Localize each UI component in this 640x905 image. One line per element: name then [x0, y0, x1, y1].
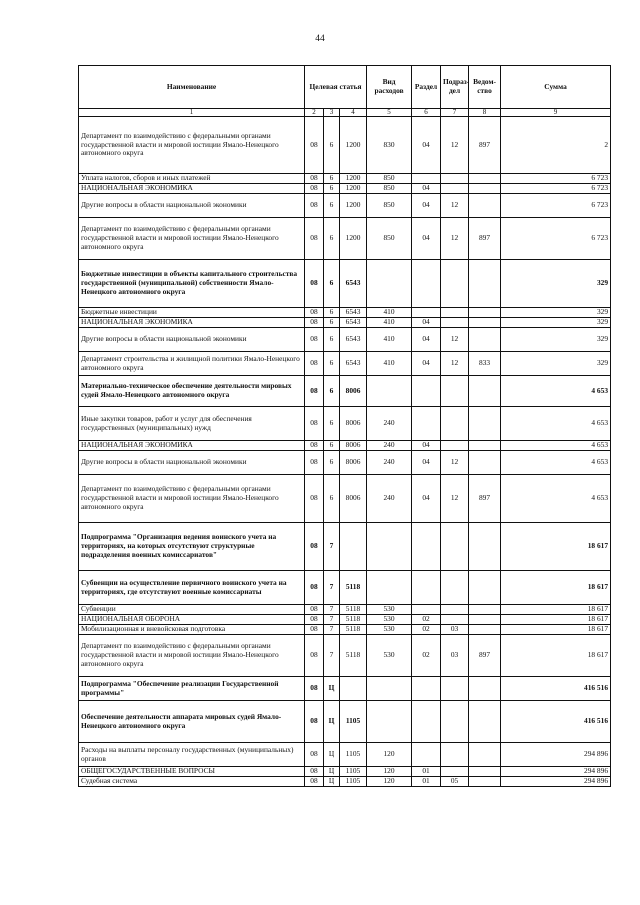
row-name: НАЦИОНАЛЬНАЯ ОБОРОНА: [79, 615, 305, 625]
row-name: Департамент строительства и жилищной политики Ямало-Ненецкого автономного округа: [79, 352, 305, 376]
row-vid: [367, 376, 412, 407]
column-number: 1: [79, 109, 305, 117]
row-vedomstvo: [469, 571, 501, 605]
table-row: [79, 701, 611, 743]
row-name: Иные закупки товаров, работ и услуг для обеспечения государственных (муниципальных) нужд: [79, 407, 305, 441]
row-vid: 850: [367, 218, 412, 260]
row-razdel: [412, 677, 441, 701]
row-vedomstvo: [469, 605, 501, 615]
row-sum: 4 653: [501, 475, 611, 523]
row-podrazdel: [441, 184, 469, 194]
row-podrazdel: 12: [441, 194, 469, 218]
table-row: [79, 117, 611, 174]
table-row: [79, 571, 611, 605]
row-target-subprogram: 7: [324, 625, 340, 635]
row-sum: 329: [501, 308, 611, 318]
row-podrazdel: [441, 701, 469, 743]
row-target-item: 1105: [340, 767, 367, 777]
row-vedomstvo: [469, 318, 501, 328]
row-target-program: 08: [305, 407, 324, 441]
row-target-subprogram: Ц: [324, 777, 340, 787]
row-target-program: 08: [305, 767, 324, 777]
row-name: Субвенции: [79, 605, 305, 615]
table-row: [79, 625, 611, 635]
row-name: Материально-техническое обеспечение деятельности мировых судей Ямало-Ненецкого автономного округа: [79, 376, 305, 407]
row-razdel: 04: [412, 184, 441, 194]
row-sum: 329: [501, 260, 611, 308]
row-target-subprogram: 6: [324, 184, 340, 194]
row-target-subprogram: 6: [324, 451, 340, 475]
row-razdel: [412, 605, 441, 615]
row-target-program: 08: [305, 318, 324, 328]
row-vedomstvo: [469, 441, 501, 451]
row-vid: 240: [367, 475, 412, 523]
row-vid: [367, 701, 412, 743]
row-razdel: [412, 701, 441, 743]
table-row: [79, 194, 611, 218]
row-vid: 120: [367, 767, 412, 777]
row-target-subprogram: 6: [324, 117, 340, 174]
row-target-item: 5118: [340, 625, 367, 635]
row-vedomstvo: 833: [469, 352, 501, 376]
row-vedomstvo: [469, 677, 501, 701]
row-target-subprogram: Ц: [324, 701, 340, 743]
row-sum: 294 896: [501, 767, 611, 777]
table-row: [79, 328, 611, 352]
table-row: [79, 605, 611, 615]
row-target-item: 8006: [340, 376, 367, 407]
table-row: [79, 407, 611, 441]
column-number: 5: [367, 109, 412, 117]
row-target-program: 08: [305, 117, 324, 174]
row-vedomstvo: [469, 184, 501, 194]
row-target-program: 08: [305, 743, 324, 767]
row-razdel: 04: [412, 117, 441, 174]
header-name: Наименование: [79, 66, 305, 109]
row-sum: 329: [501, 328, 611, 352]
row-sum: 4 653: [501, 451, 611, 475]
row-razdel: [412, 260, 441, 308]
row-podrazdel: 12: [441, 328, 469, 352]
row-name: Расходы на выплаты персоналу государственных (муниципальных) органов: [79, 743, 305, 767]
row-vedomstvo: [469, 615, 501, 625]
header-podrazdel: Подраз-дел: [441, 66, 469, 109]
table-row: [79, 376, 611, 407]
row-sum: 6 723: [501, 174, 611, 184]
row-sum: 18 617: [501, 615, 611, 625]
row-vedomstvo: 897: [469, 117, 501, 174]
row-podrazdel: [441, 523, 469, 571]
row-razdel: 01: [412, 767, 441, 777]
column-number: 6: [412, 109, 441, 117]
row-target-item: 1105: [340, 743, 367, 767]
table-row: [79, 743, 611, 767]
row-vid: [367, 677, 412, 701]
row-target-program: 08: [305, 777, 324, 787]
row-vid: 410: [367, 318, 412, 328]
row-razdel: 04: [412, 451, 441, 475]
row-sum: 6 723: [501, 194, 611, 218]
row-target-subprogram: 7: [324, 605, 340, 615]
row-vid: [367, 260, 412, 308]
row-vedomstvo: 897: [469, 475, 501, 523]
row-razdel: [412, 571, 441, 605]
header-vedomstvo: Ведом-ство: [469, 66, 501, 109]
row-target-item: 8006: [340, 451, 367, 475]
row-target-subprogram: Ц: [324, 677, 340, 701]
row-vedomstvo: [469, 451, 501, 475]
row-target-program: 08: [305, 475, 324, 523]
row-sum: 416 516: [501, 701, 611, 743]
row-target-program: 08: [305, 571, 324, 605]
row-vedomstvo: [469, 743, 501, 767]
table-row: [79, 777, 611, 787]
row-vid: 120: [367, 743, 412, 767]
table-row: [79, 635, 611, 677]
row-target-subprogram: 6: [324, 174, 340, 184]
row-sum: 2: [501, 117, 611, 174]
row-sum: 18 617: [501, 523, 611, 571]
row-podrazdel: [441, 318, 469, 328]
row-target-subprogram: 6: [324, 407, 340, 441]
row-target-subprogram: 6: [324, 260, 340, 308]
row-podrazdel: 03: [441, 625, 469, 635]
table-row: [79, 523, 611, 571]
header-razdel: Раздел: [412, 66, 441, 109]
row-vid: 120: [367, 777, 412, 787]
row-target-item: 5118: [340, 571, 367, 605]
row-name: Судебная система: [79, 777, 305, 787]
row-podrazdel: [441, 174, 469, 184]
row-target-item: 1105: [340, 701, 367, 743]
column-number: 9: [501, 109, 611, 117]
row-podrazdel: [441, 260, 469, 308]
column-number: 3: [324, 109, 340, 117]
row-vid: 240: [367, 441, 412, 451]
row-target-item: 1200: [340, 117, 367, 174]
table-row: [79, 767, 611, 777]
row-podrazdel: 05: [441, 777, 469, 787]
row-razdel: 02: [412, 615, 441, 625]
row-target-program: 08: [305, 194, 324, 218]
row-target-item: [340, 523, 367, 571]
row-sum: 4 653: [501, 441, 611, 451]
row-sum: 416 516: [501, 677, 611, 701]
row-target-item: 5118: [340, 615, 367, 625]
row-name: Другие вопросы в области национальной экономики: [79, 328, 305, 352]
row-target-subprogram: Ц: [324, 767, 340, 777]
row-podrazdel: [441, 743, 469, 767]
row-name: НАЦИОНАЛЬНАЯ ЭКОНОМИКА: [79, 318, 305, 328]
row-sum: 329: [501, 352, 611, 376]
row-name: Другие вопросы в области национальной экономики: [79, 451, 305, 475]
row-target-program: 08: [305, 605, 324, 615]
row-podrazdel: [441, 767, 469, 777]
table-row: [79, 441, 611, 451]
row-name: Бюджетные инвестиции в объекты капитального строительства государственной (муниципальной) собственности Ямало-Ненецкого автономного округа: [79, 260, 305, 308]
row-razdel: 01: [412, 777, 441, 787]
row-podrazdel: 12: [441, 218, 469, 260]
row-target-program: 08: [305, 174, 324, 184]
row-vid: 530: [367, 635, 412, 677]
row-target-subprogram: 6: [324, 308, 340, 318]
table-row: [79, 308, 611, 318]
row-razdel: 04: [412, 352, 441, 376]
row-target-program: 08: [305, 615, 324, 625]
row-target-program: 08: [305, 625, 324, 635]
row-razdel: [412, 174, 441, 184]
row-target-program: 08: [305, 218, 324, 260]
row-vid: [367, 523, 412, 571]
header-summa: Сумма: [501, 66, 611, 109]
row-target-program: 08: [305, 523, 324, 571]
row-podrazdel: 12: [441, 451, 469, 475]
row-target-subprogram: 6: [324, 218, 340, 260]
row-sum: 18 617: [501, 605, 611, 615]
column-number: 4: [340, 109, 367, 117]
row-target-program: 08: [305, 635, 324, 677]
row-vid: 850: [367, 174, 412, 184]
row-vedomstvo: [469, 523, 501, 571]
row-name: Бюджетные инвестиции: [79, 308, 305, 318]
table-row: [79, 318, 611, 328]
row-name: Мобилизационная и вневойсковая подготовка: [79, 625, 305, 635]
row-razdel: [412, 523, 441, 571]
table-row: [79, 218, 611, 260]
row-target-subprogram: 6: [324, 441, 340, 451]
row-vedomstvo: [469, 174, 501, 184]
row-target-subprogram: 6: [324, 318, 340, 328]
row-target-program: 08: [305, 308, 324, 318]
row-target-program: 08: [305, 701, 324, 743]
row-vid: 410: [367, 352, 412, 376]
column-number: 7: [441, 109, 469, 117]
row-target-subprogram: Ц: [324, 743, 340, 767]
row-name: НАЦИОНАЛЬНАЯ ЭКОНОМИКА: [79, 441, 305, 451]
row-target-item: 5118: [340, 635, 367, 677]
row-sum: 294 896: [501, 777, 611, 787]
row-razdel: 02: [412, 635, 441, 677]
row-target-item: 5118: [340, 605, 367, 615]
row-target-item: 8006: [340, 407, 367, 441]
row-razdel: [412, 308, 441, 318]
row-target-item: 1105: [340, 777, 367, 787]
row-target-item: 6543: [340, 318, 367, 328]
row-vedomstvo: [469, 308, 501, 318]
row-target-subprogram: 6: [324, 328, 340, 352]
row-name: Подпрограмма "Обеспечение реализации Государственной программы": [79, 677, 305, 701]
row-podrazdel: [441, 308, 469, 318]
table-row: [79, 174, 611, 184]
row-target-subprogram: 7: [324, 615, 340, 625]
row-podrazdel: 12: [441, 475, 469, 523]
row-vedomstvo: [469, 328, 501, 352]
row-target-item: [340, 677, 367, 701]
row-vedomstvo: [469, 767, 501, 777]
row-name: Департамент по взаимодействию с федеральными органами государственной власти и мировой юстиции Ямало-Ненецкого автономного округа: [79, 475, 305, 523]
row-name: НАЦИОНАЛЬНАЯ ЭКОНОМИКА: [79, 184, 305, 194]
row-vid: 530: [367, 605, 412, 615]
row-podrazdel: [441, 571, 469, 605]
table-row: [79, 677, 611, 701]
row-target-program: 08: [305, 677, 324, 701]
row-vid: 530: [367, 615, 412, 625]
column-number-row: [79, 109, 611, 117]
row-vedomstvo: [469, 625, 501, 635]
row-name: Уплата налогов, сборов и иных платежей: [79, 174, 305, 184]
row-podrazdel: 12: [441, 352, 469, 376]
row-podrazdel: [441, 605, 469, 615]
row-target-item: 6543: [340, 352, 367, 376]
table-row: [79, 615, 611, 625]
row-sum: 6 723: [501, 184, 611, 194]
row-target-item: 1200: [340, 174, 367, 184]
row-vedomstvo: 897: [469, 218, 501, 260]
row-target-item: 6543: [340, 328, 367, 352]
row-razdel: 04: [412, 194, 441, 218]
row-target-program: 08: [305, 376, 324, 407]
row-target-program: 08: [305, 184, 324, 194]
row-target-subprogram: 6: [324, 376, 340, 407]
row-vid: [367, 571, 412, 605]
row-podrazdel: [441, 441, 469, 451]
row-sum: 329: [501, 318, 611, 328]
table-row: [79, 352, 611, 376]
table-row: [79, 475, 611, 523]
row-razdel: 04: [412, 318, 441, 328]
row-vedomstvo: [469, 701, 501, 743]
row-name: Субвенции на осуществление первичного воинского учета на территориях, где отсутствуют военные комиссариаты: [79, 571, 305, 605]
row-razdel: 02: [412, 625, 441, 635]
row-vid: 410: [367, 308, 412, 318]
row-vid: 530: [367, 625, 412, 635]
row-podrazdel: 03: [441, 635, 469, 677]
row-podrazdel: [441, 677, 469, 701]
header-vid: Вид расходов: [367, 66, 412, 109]
row-vid: 830: [367, 117, 412, 174]
row-podrazdel: [441, 376, 469, 407]
row-podrazdel: [441, 407, 469, 441]
row-vedomstvo: [469, 260, 501, 308]
row-target-subprogram: 6: [324, 475, 340, 523]
column-number: 2: [305, 109, 324, 117]
budget-table: [78, 65, 611, 787]
row-sum: 18 617: [501, 635, 611, 677]
column-number: 8: [469, 109, 501, 117]
row-vedomstvo: [469, 376, 501, 407]
table-row: [79, 260, 611, 308]
row-target-item: 6543: [340, 308, 367, 318]
row-target-subprogram: 7: [324, 571, 340, 605]
row-vid: 410: [367, 328, 412, 352]
row-name: Департамент по взаимодействию с федеральными органами государственной власти и мировой юстиции Ямало-Ненецкого автономного округа: [79, 635, 305, 677]
row-vedomstvo: 897: [469, 635, 501, 677]
row-podrazdel: [441, 615, 469, 625]
row-target-subprogram: 7: [324, 523, 340, 571]
row-sum: 4 653: [501, 376, 611, 407]
row-target-program: 08: [305, 451, 324, 475]
row-name: Департамент по взаимодействию с федеральными органами государственной власти и мировой юстиции Ямало-Ненецкого автономного округа: [79, 117, 305, 174]
row-target-item: 6543: [340, 260, 367, 308]
row-vid: 240: [367, 451, 412, 475]
table-row: [79, 451, 611, 475]
row-sum: 18 617: [501, 571, 611, 605]
row-vid: 850: [367, 184, 412, 194]
row-sum: 6 723: [501, 218, 611, 260]
row-target-subprogram: 6: [324, 194, 340, 218]
row-sum: 4 653: [501, 407, 611, 441]
row-target-program: 08: [305, 328, 324, 352]
row-razdel: [412, 743, 441, 767]
row-target-program: 08: [305, 260, 324, 308]
row-vedomstvo: [469, 407, 501, 441]
header-target: Целевая статья: [305, 66, 367, 109]
row-target-item: 1200: [340, 184, 367, 194]
row-name: Обеспечение деятельности аппарата мировых судей Ямало-Ненецкого автономного округа: [79, 701, 305, 743]
row-razdel: [412, 376, 441, 407]
row-razdel: [412, 407, 441, 441]
row-razdel: 04: [412, 218, 441, 260]
row-name: ОБЩЕГОСУДАРСТВЕННЫЕ ВОПРОСЫ: [79, 767, 305, 777]
row-sum: 18 617: [501, 625, 611, 635]
row-razdel: 04: [412, 328, 441, 352]
row-razdel: 04: [412, 441, 441, 451]
row-target-subprogram: 6: [324, 352, 340, 376]
row-target-item: 1200: [340, 194, 367, 218]
row-vedomstvo: [469, 777, 501, 787]
row-target-item: 8006: [340, 475, 367, 523]
table-row: [79, 184, 611, 194]
row-target-item: 1200: [340, 218, 367, 260]
row-name: Подпрограмма "Организация ведения воинского учета на территориях, на которых отсутствуют структурные подразделения военных комиссариатов": [79, 523, 305, 571]
row-name: Другие вопросы в области национальной экономики: [79, 194, 305, 218]
row-vedomstvo: [469, 194, 501, 218]
page-number: 44: [315, 34, 325, 44]
row-podrazdel: 12: [441, 117, 469, 174]
row-vid: 850: [367, 194, 412, 218]
row-target-item: 8006: [340, 441, 367, 451]
row-vid: 240: [367, 407, 412, 441]
row-razdel: 04: [412, 475, 441, 523]
row-sum: 294 896: [501, 743, 611, 767]
row-target-program: 08: [305, 352, 324, 376]
row-target-subprogram: 7: [324, 635, 340, 677]
row-name: Департамент по взаимодействию с федеральными органами государственной власти и мировой юстиции Ямало-Ненецкого автономного округа: [79, 218, 305, 260]
table-header: [79, 66, 611, 109]
row-target-program: 08: [305, 441, 324, 451]
